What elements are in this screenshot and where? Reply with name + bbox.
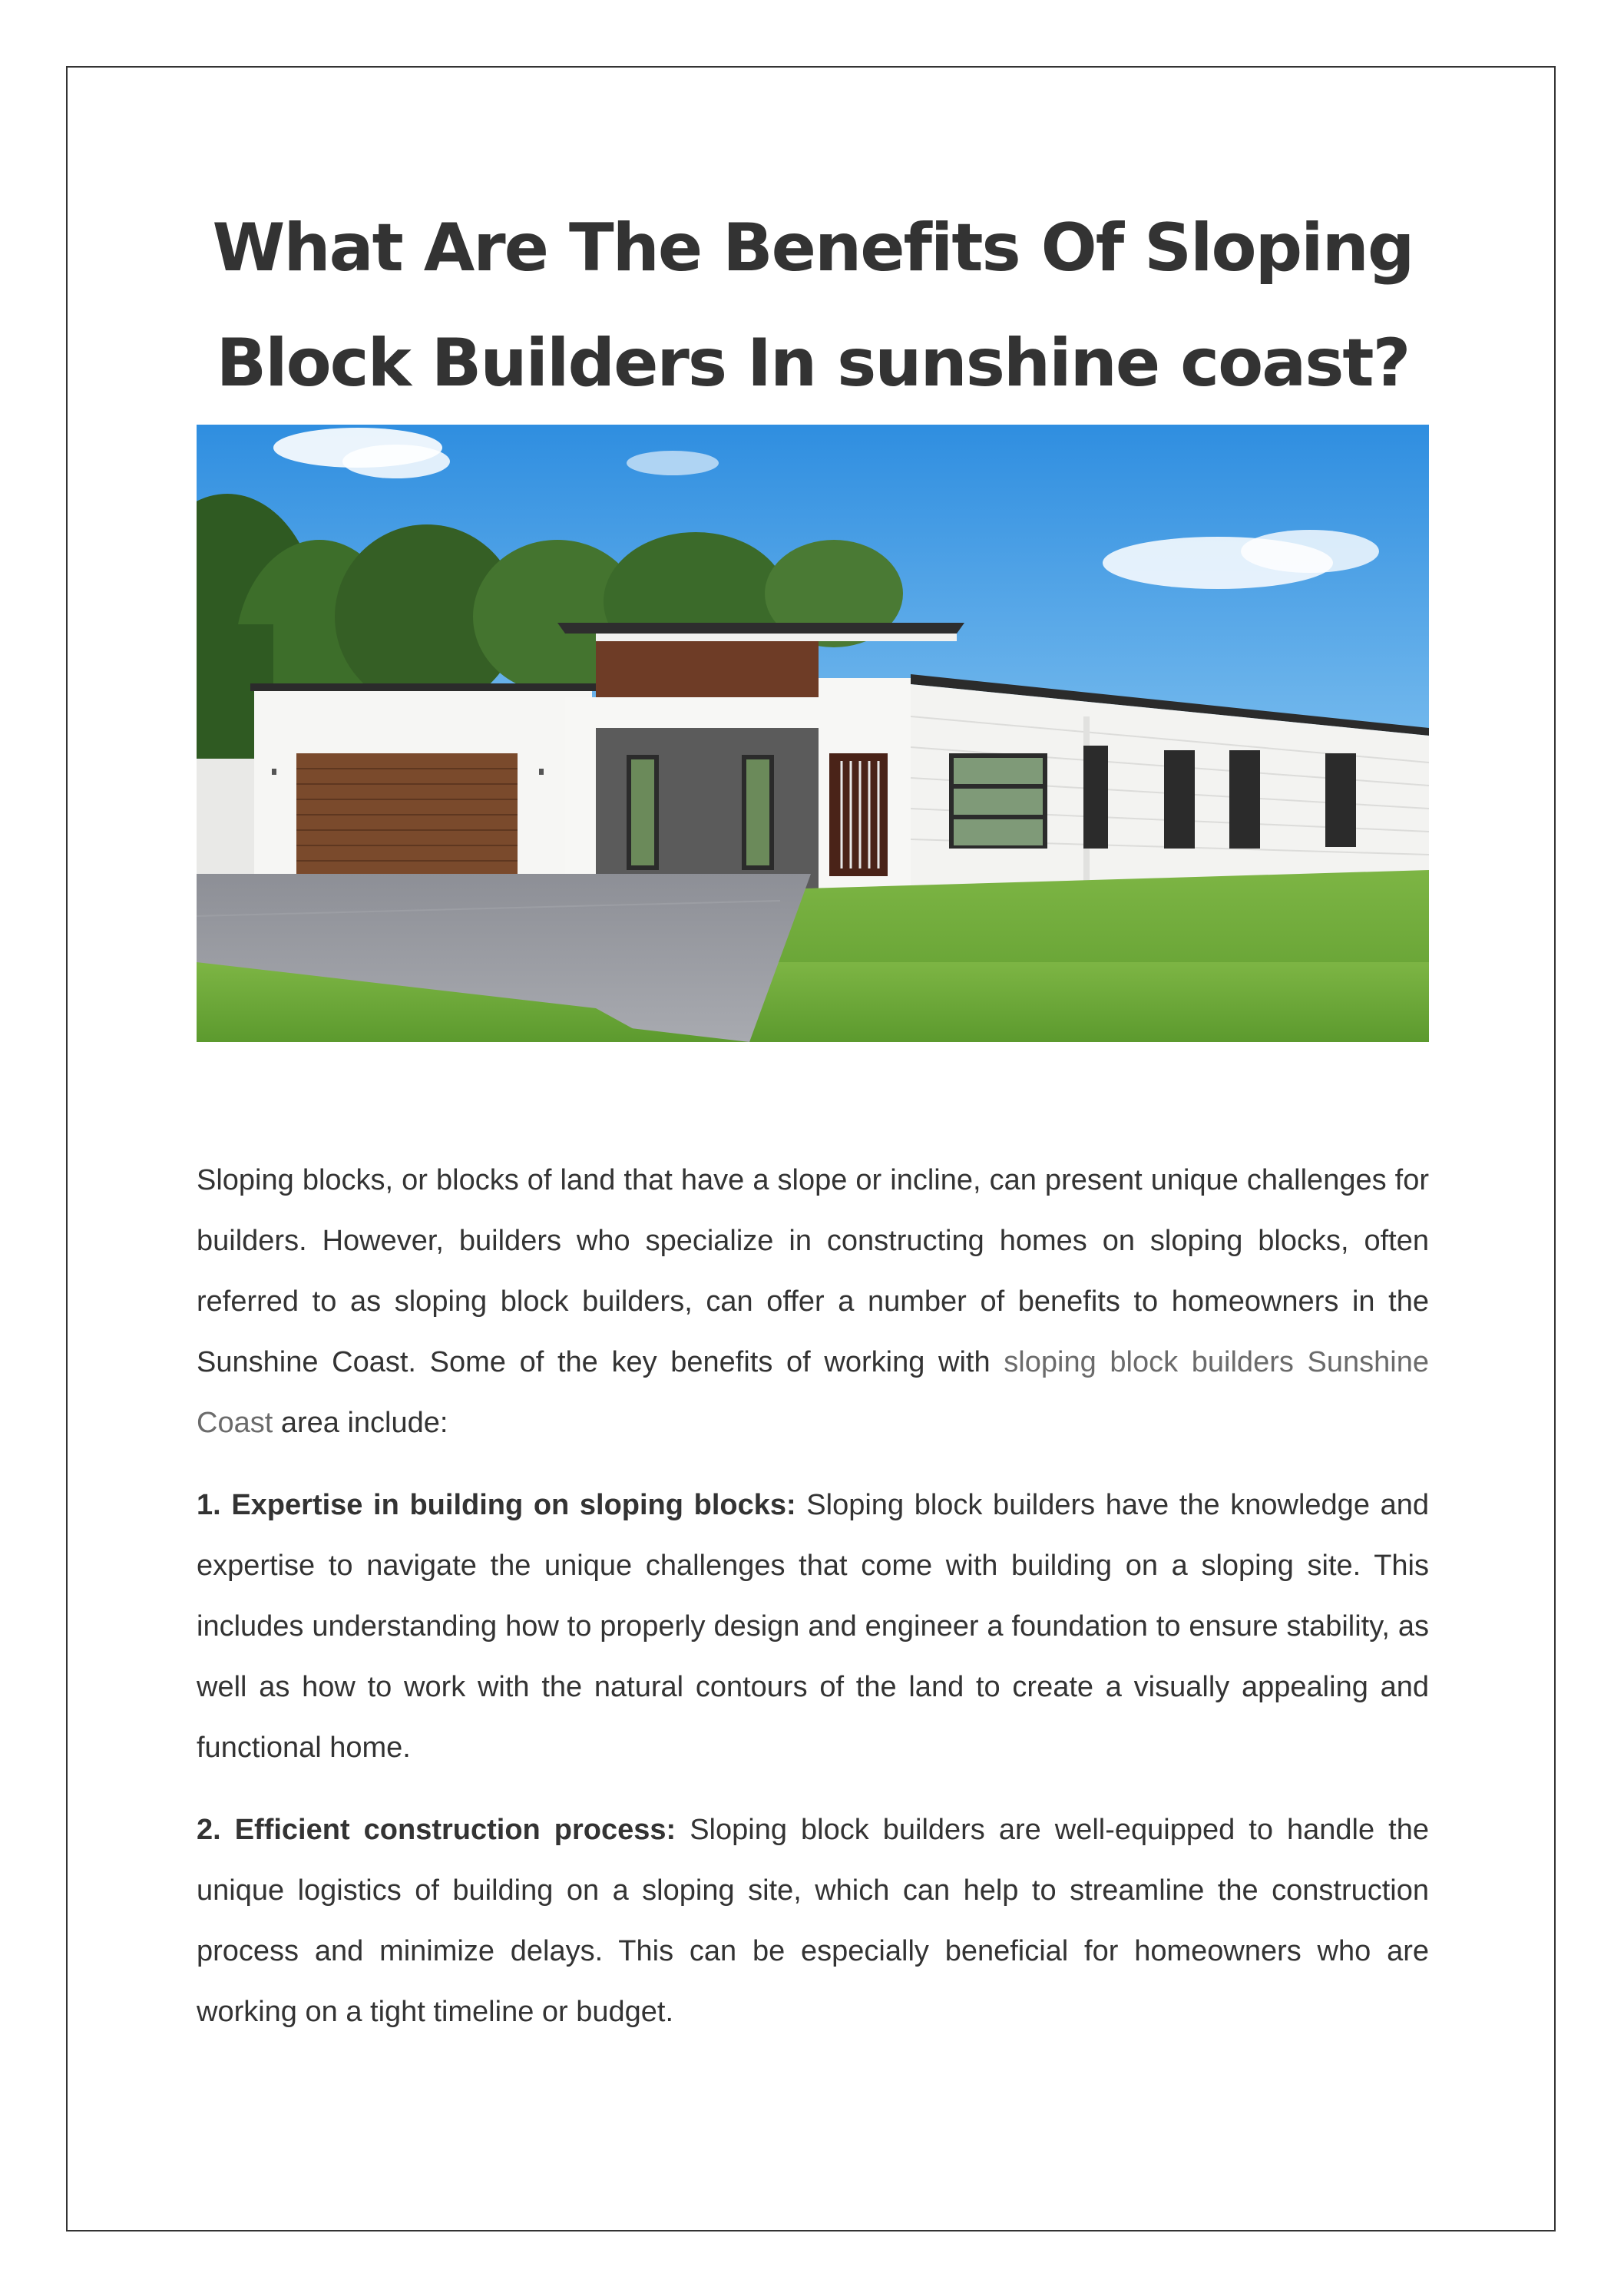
article-body: [197, 1150, 1429, 2064]
benefit-heading: 1. Expertise in building on sloping blocks:: [197, 1489, 796, 1521]
intro-text: Sloping blocks, or blocks of land that have a slope or incline, can present unique challenges for builders. However, builders who specialize in constructing homes on sloping blocks, often referred to as sloping block builders, can offer a number of benefits to homeowners in the Sunshine Coast. Some of the key benefits of working with: [197, 1164, 1429, 1378]
house-photo: [197, 425, 1429, 1042]
benefit-body: Sloping block builders have the knowledge and expertise to navigate the unique challenges that come with building on a sloping site. This includes understanding how to properly design and engineer a foundation to ensure stability, as well as how to work with the natural contours of the land to create a visually appealing and functional home.: [197, 1489, 1429, 1764]
sloping-block-builders-link[interactable]: sloping block builders Sunshine Coast: [197, 1346, 1429, 1439]
benefit-heading: 2. Efficient construction process:: [197, 1814, 676, 1846]
page-title: What Are The Benefits Of Sloping Block Builders In sunshine coast?: [212, 210, 1414, 402]
intro-paragraph: [197, 1150, 1429, 1454]
intro-text-end: area include:: [273, 1407, 448, 1439]
benefit-body: Sloping block builders are well-equipped to handle the unique logistics of building on a sloping site, which can help to streamline the construction process and minimize delays. This can be especially beneficial for homeowners who are working on a tight timeline or budget.: [197, 1814, 1429, 2028]
benefit-item: [197, 1475, 1429, 1778]
benefit-item: [197, 1800, 1429, 2043]
